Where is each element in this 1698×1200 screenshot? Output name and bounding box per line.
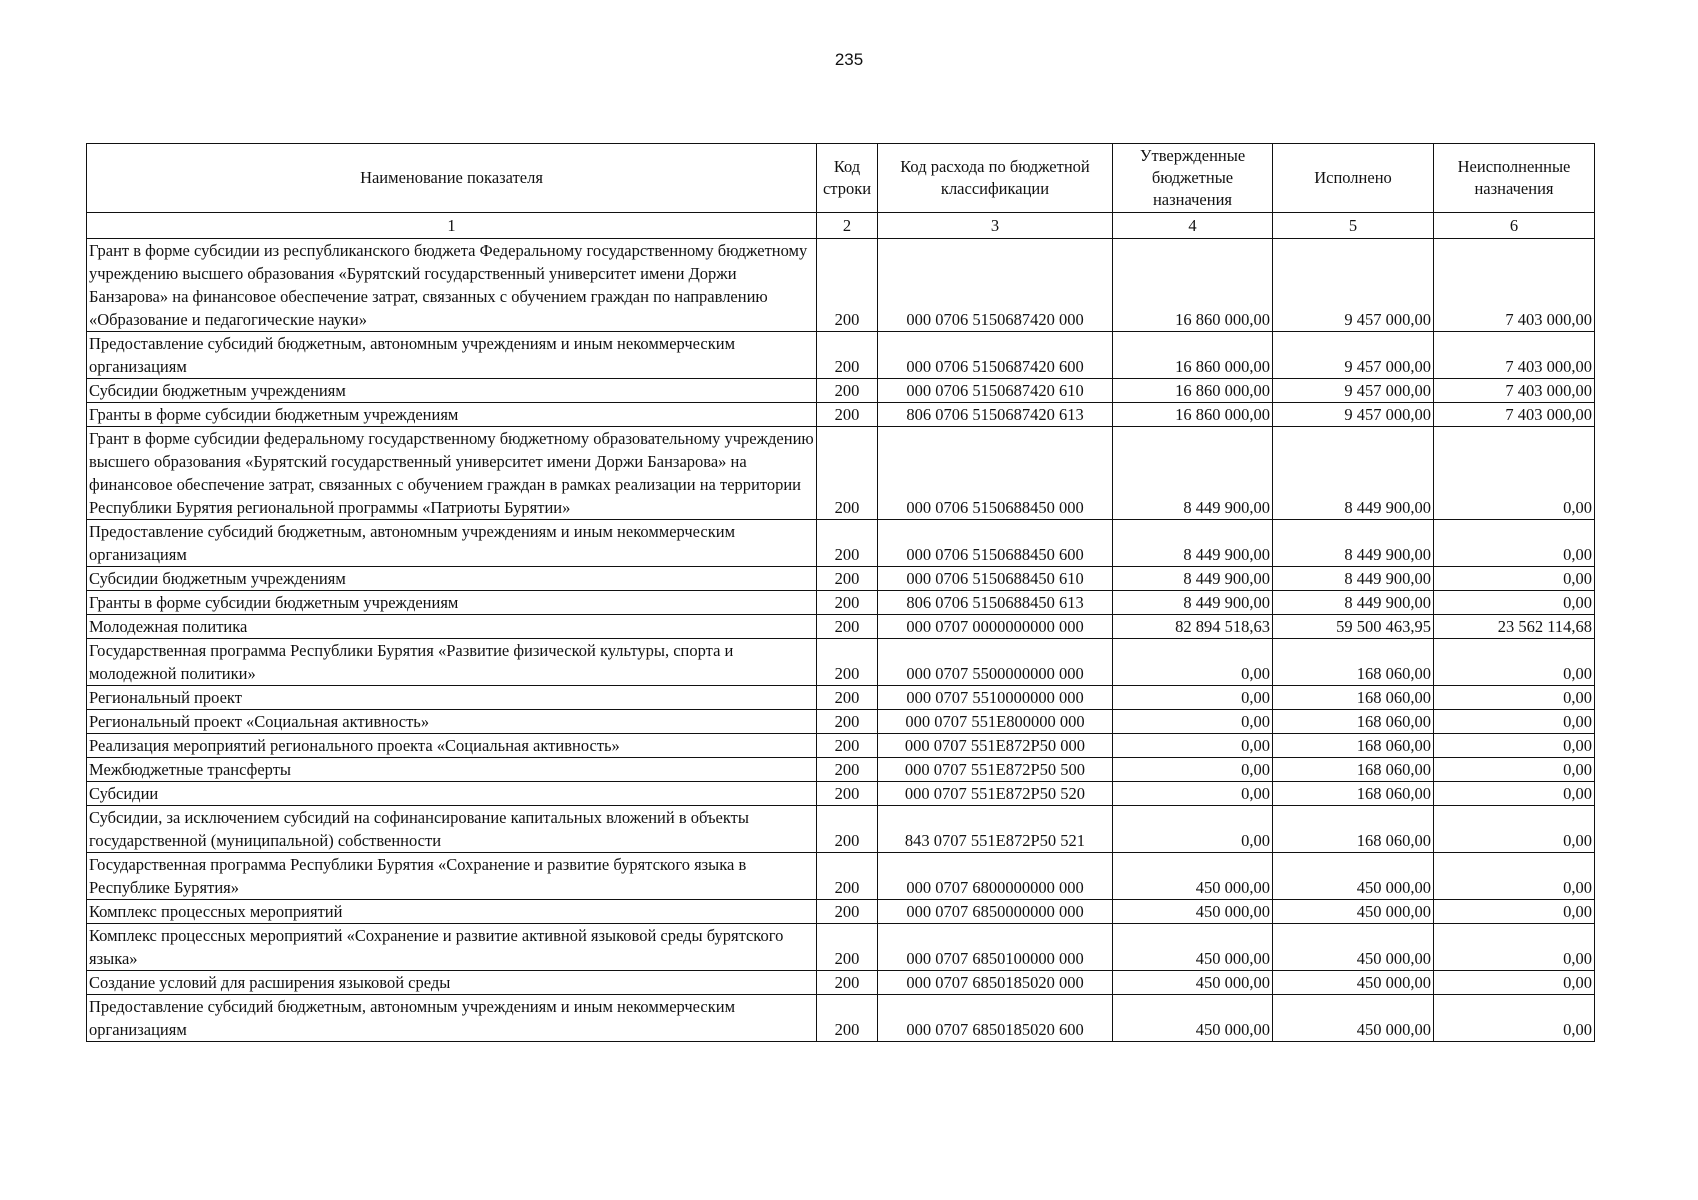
row-name-cell: Межбюджетные трансферты bbox=[87, 758, 817, 782]
row-unexecuted-cell: 0,00 bbox=[1434, 971, 1595, 995]
row-line-code-cell: 200 bbox=[817, 567, 878, 591]
table-row bbox=[87, 615, 1595, 639]
row-line-code-cell: 200 bbox=[817, 853, 878, 900]
row-kbk-cell: 843 0707 551E872P50 521 bbox=[878, 806, 1113, 853]
table-row bbox=[87, 924, 1595, 971]
row-approved-cell: 8 449 900,00 bbox=[1113, 520, 1273, 567]
table-row bbox=[87, 758, 1595, 782]
table-row bbox=[87, 806, 1595, 853]
row-unexecuted-cell: 0,00 bbox=[1434, 567, 1595, 591]
row-unexecuted-cell: 0,00 bbox=[1434, 782, 1595, 806]
table-row bbox=[87, 332, 1595, 379]
table-row bbox=[87, 567, 1595, 591]
row-approved-cell: 450 000,00 bbox=[1113, 900, 1273, 924]
row-executed-cell: 168 060,00 bbox=[1273, 686, 1434, 710]
row-unexecuted-cell: 0,00 bbox=[1434, 639, 1595, 686]
row-unexecuted-cell: 0,00 bbox=[1434, 995, 1595, 1042]
row-approved-cell: 450 000,00 bbox=[1113, 995, 1273, 1042]
table-row bbox=[87, 995, 1595, 1042]
row-approved-cell: 0,00 bbox=[1113, 806, 1273, 853]
row-executed-cell: 168 060,00 bbox=[1273, 806, 1434, 853]
row-approved-cell: 0,00 bbox=[1113, 758, 1273, 782]
row-approved-cell: 0,00 bbox=[1113, 686, 1273, 710]
row-name-cell: Государственная программа Республики Бурятия «Сохранение и развитие бурятского языка в Республике Бурятия» bbox=[87, 853, 817, 900]
row-line-code-cell: 200 bbox=[817, 995, 878, 1042]
row-executed-cell: 450 000,00 bbox=[1273, 995, 1434, 1042]
row-line-code-cell: 200 bbox=[817, 427, 878, 520]
row-executed-cell: 8 449 900,00 bbox=[1273, 427, 1434, 520]
row-unexecuted-cell: 0,00 bbox=[1434, 900, 1595, 924]
row-line-code-cell: 200 bbox=[817, 379, 878, 403]
row-unexecuted-cell: 0,00 bbox=[1434, 710, 1595, 734]
row-executed-cell: 168 060,00 bbox=[1273, 639, 1434, 686]
column-number: 2 bbox=[817, 213, 878, 239]
table-row bbox=[87, 427, 1595, 520]
table-row bbox=[87, 782, 1595, 806]
row-kbk-cell: 000 0707 551E800000 000 bbox=[878, 710, 1113, 734]
row-unexecuted-cell: 0,00 bbox=[1434, 427, 1595, 520]
row-name-cell: Субсидии бюджетным учреждениям bbox=[87, 379, 817, 403]
row-executed-cell: 450 000,00 bbox=[1273, 971, 1434, 995]
table-row bbox=[87, 971, 1595, 995]
budget-execution-table bbox=[86, 143, 1595, 1042]
row-executed-cell: 168 060,00 bbox=[1273, 710, 1434, 734]
row-line-code-cell: 200 bbox=[817, 782, 878, 806]
row-kbk-cell: 000 0706 5150688450 000 bbox=[878, 427, 1113, 520]
row-line-code-cell: 200 bbox=[817, 924, 878, 971]
row-name-cell: Предоставление субсидий бюджетным, автономным учреждениям и иным некоммерческим организациям bbox=[87, 332, 817, 379]
row-name-cell: Субсидии бюджетным учреждениям bbox=[87, 567, 817, 591]
row-line-code-cell: 200 bbox=[817, 239, 878, 332]
row-line-code-cell: 200 bbox=[817, 520, 878, 567]
row-kbk-cell: 000 0707 6850185020 600 bbox=[878, 995, 1113, 1042]
row-line-code-cell: 200 bbox=[817, 403, 878, 427]
row-unexecuted-cell: 0,00 bbox=[1434, 924, 1595, 971]
row-approved-cell: 450 000,00 bbox=[1113, 853, 1273, 900]
row-approved-cell: 16 860 000,00 bbox=[1113, 379, 1273, 403]
row-kbk-cell: 000 0707 551E872P50 000 bbox=[878, 734, 1113, 758]
row-kbk-cell: 000 0707 5510000000 000 bbox=[878, 686, 1113, 710]
row-kbk-cell: 000 0707 6850000000 000 bbox=[878, 900, 1113, 924]
row-kbk-cell: 000 0707 551E872P50 520 bbox=[878, 782, 1113, 806]
row-executed-cell: 450 000,00 bbox=[1273, 924, 1434, 971]
row-name-cell: Грант в форме субсидии федеральному государственному бюджетному образовательному учреждению высшего образования «Бурятский государственный университет имени Доржи Банзарова» на финансовое обеспечение затрат, связанных с обучением граждан в рамках реализации на территории Республики Бурятия региональной программы «Патриоты Бурятии» bbox=[87, 427, 817, 520]
row-kbk-cell: 806 0706 5150688450 613 bbox=[878, 591, 1113, 615]
table-row bbox=[87, 900, 1595, 924]
row-line-code-cell: 200 bbox=[817, 758, 878, 782]
header-kbk: Код расхода по бюджетной классификации bbox=[878, 144, 1113, 213]
row-kbk-cell: 000 0707 5500000000 000 bbox=[878, 639, 1113, 686]
row-name-cell: Гранты в форме субсидии бюджетным учреждениям bbox=[87, 403, 817, 427]
row-name-cell: Создание условий для расширения языковой среды bbox=[87, 971, 817, 995]
row-name-cell: Предоставление субсидий бюджетным, автономным учреждениям и иным некоммерческим организациям bbox=[87, 995, 817, 1042]
column-number: 4 bbox=[1113, 213, 1273, 239]
row-name-cell: Грант в форме субсидии из республиканского бюджета Федеральному государственному бюджетному учреждению высшего образования «Бурятский государственный университет имени Доржи Банзарова» на финансовое обеспечение затрат, связанных с обучением граждан по направлению «Образование и педагогические науки» bbox=[87, 239, 817, 332]
row-approved-cell: 8 449 900,00 bbox=[1113, 567, 1273, 591]
row-unexecuted-cell: 0,00 bbox=[1434, 686, 1595, 710]
row-name-cell: Комплекс процессных мероприятий bbox=[87, 900, 817, 924]
row-kbk-cell: 000 0706 5150687420 000 bbox=[878, 239, 1113, 332]
row-approved-cell: 0,00 bbox=[1113, 639, 1273, 686]
row-executed-cell: 450 000,00 bbox=[1273, 900, 1434, 924]
row-line-code-cell: 200 bbox=[817, 591, 878, 615]
row-approved-cell: 16 860 000,00 bbox=[1113, 239, 1273, 332]
row-line-code-cell: 200 bbox=[817, 710, 878, 734]
row-kbk-cell: 000 0706 5150688450 600 bbox=[878, 520, 1113, 567]
row-line-code-cell: 200 bbox=[817, 734, 878, 758]
row-name-cell: Комплекс процессных мероприятий «Сохранение и развитие активной языковой среды бурятского языка» bbox=[87, 924, 817, 971]
row-approved-cell: 450 000,00 bbox=[1113, 924, 1273, 971]
row-executed-cell: 59 500 463,95 bbox=[1273, 615, 1434, 639]
table-row bbox=[87, 686, 1595, 710]
row-approved-cell: 0,00 bbox=[1113, 710, 1273, 734]
row-unexecuted-cell: 0,00 bbox=[1434, 758, 1595, 782]
row-name-cell: Гранты в форме субсидии бюджетным учреждениям bbox=[87, 591, 817, 615]
row-approved-cell: 16 860 000,00 bbox=[1113, 403, 1273, 427]
row-unexecuted-cell: 23 562 114,68 bbox=[1434, 615, 1595, 639]
row-name-cell: Реализация мероприятий регионального проекта «Социальная активность» bbox=[87, 734, 817, 758]
row-unexecuted-cell: 0,00 bbox=[1434, 806, 1595, 853]
row-approved-cell: 82 894 518,63 bbox=[1113, 615, 1273, 639]
column-number: 6 bbox=[1434, 213, 1595, 239]
row-executed-cell: 8 449 900,00 bbox=[1273, 591, 1434, 615]
page-number: 235 bbox=[834, 50, 864, 69]
row-line-code-cell: 200 bbox=[817, 806, 878, 853]
row-executed-cell: 168 060,00 bbox=[1273, 734, 1434, 758]
row-unexecuted-cell: 7 403 000,00 bbox=[1434, 332, 1595, 379]
row-approved-cell: 8 449 900,00 bbox=[1113, 427, 1273, 520]
row-name-cell: Субсидии, за исключением субсидий на софинансирование капитальных вложений в объекты государственной (муниципальной) собственности bbox=[87, 806, 817, 853]
row-kbk-cell: 000 0707 6850100000 000 bbox=[878, 924, 1113, 971]
row-kbk-cell: 806 0706 5150687420 613 bbox=[878, 403, 1113, 427]
row-executed-cell: 8 449 900,00 bbox=[1273, 567, 1434, 591]
row-line-code-cell: 200 bbox=[817, 686, 878, 710]
table-row bbox=[87, 520, 1595, 567]
row-approved-cell: 16 860 000,00 bbox=[1113, 332, 1273, 379]
table-row bbox=[87, 639, 1595, 686]
row-kbk-cell: 000 0706 5150687420 610 bbox=[878, 379, 1113, 403]
row-kbk-cell: 000 0706 5150687420 600 bbox=[878, 332, 1113, 379]
column-number: 5 bbox=[1273, 213, 1434, 239]
table-body bbox=[87, 239, 1595, 1042]
row-executed-cell: 9 457 000,00 bbox=[1273, 239, 1434, 332]
column-number: 3 bbox=[878, 213, 1113, 239]
row-name-cell: Предоставление субсидий бюджетным, автономным учреждениям и иным некоммерческим организациям bbox=[87, 520, 817, 567]
row-executed-cell: 9 457 000,00 bbox=[1273, 403, 1434, 427]
row-executed-cell: 9 457 000,00 bbox=[1273, 332, 1434, 379]
table-row bbox=[87, 853, 1595, 900]
row-kbk-cell: 000 0707 6800000000 000 bbox=[878, 853, 1113, 900]
header-name: Наименование показателя bbox=[87, 144, 817, 213]
row-approved-cell: 0,00 bbox=[1113, 782, 1273, 806]
table-row bbox=[87, 734, 1595, 758]
row-kbk-cell: 000 0707 0000000000 000 bbox=[878, 615, 1113, 639]
header-unexecuted: Неисполненные назначения bbox=[1434, 144, 1595, 213]
row-unexecuted-cell: 7 403 000,00 bbox=[1434, 239, 1595, 332]
row-executed-cell: 168 060,00 bbox=[1273, 782, 1434, 806]
table-row bbox=[87, 379, 1595, 403]
row-line-code-cell: 200 bbox=[817, 332, 878, 379]
row-kbk-cell: 000 0706 5150688450 610 bbox=[878, 567, 1113, 591]
row-name-cell: Региональный проект «Социальная активность» bbox=[87, 710, 817, 734]
row-name-cell: Государственная программа Республики Бурятия «Развитие физической культуры, спорта и молодежной политики» bbox=[87, 639, 817, 686]
row-name-cell: Субсидии bbox=[87, 782, 817, 806]
row-unexecuted-cell: 0,00 bbox=[1434, 591, 1595, 615]
row-executed-cell: 168 060,00 bbox=[1273, 758, 1434, 782]
row-executed-cell: 450 000,00 bbox=[1273, 853, 1434, 900]
row-line-code-cell: 200 bbox=[817, 615, 878, 639]
row-unexecuted-cell: 0,00 bbox=[1434, 734, 1595, 758]
row-unexecuted-cell: 7 403 000,00 bbox=[1434, 379, 1595, 403]
row-approved-cell: 8 449 900,00 bbox=[1113, 591, 1273, 615]
header-approved: Утвержденные бюджетные назначения bbox=[1113, 144, 1273, 213]
column-number-row bbox=[87, 213, 1595, 239]
header-line-code: Код строки bbox=[817, 144, 878, 213]
column-number: 1 bbox=[87, 213, 817, 239]
table-row bbox=[87, 710, 1595, 734]
table-row bbox=[87, 403, 1595, 427]
row-executed-cell: 9 457 000,00 bbox=[1273, 379, 1434, 403]
row-line-code-cell: 200 bbox=[817, 971, 878, 995]
row-kbk-cell: 000 0707 551E872P50 500 bbox=[878, 758, 1113, 782]
row-approved-cell: 450 000,00 bbox=[1113, 971, 1273, 995]
row-name-cell: Молодежная политика bbox=[87, 615, 817, 639]
header-row bbox=[87, 144, 1595, 213]
row-unexecuted-cell: 0,00 bbox=[1434, 853, 1595, 900]
row-line-code-cell: 200 bbox=[817, 639, 878, 686]
header-executed: Исполнено bbox=[1273, 144, 1434, 213]
row-name-cell: Региональный проект bbox=[87, 686, 817, 710]
row-kbk-cell: 000 0707 6850185020 000 bbox=[878, 971, 1113, 995]
row-approved-cell: 0,00 bbox=[1113, 734, 1273, 758]
table-row bbox=[87, 591, 1595, 615]
row-unexecuted-cell: 0,00 bbox=[1434, 520, 1595, 567]
row-line-code-cell: 200 bbox=[817, 900, 878, 924]
table-row bbox=[87, 239, 1595, 332]
row-unexecuted-cell: 7 403 000,00 bbox=[1434, 403, 1595, 427]
row-executed-cell: 8 449 900,00 bbox=[1273, 520, 1434, 567]
table-header bbox=[87, 144, 1595, 239]
